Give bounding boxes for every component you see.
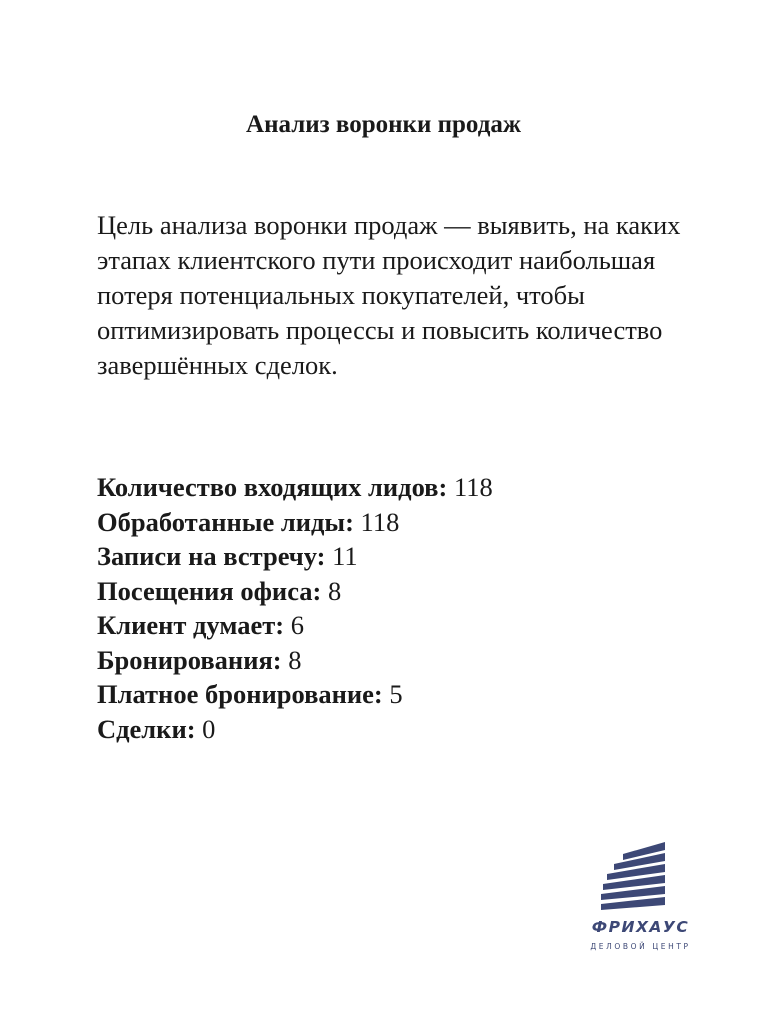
logo-subtitle: ДЕЛОВОЙ ЦЕНТР bbox=[590, 942, 691, 951]
stat-label: Записи на встречу: bbox=[97, 541, 326, 571]
stat-label: Обработанные лиды: bbox=[97, 506, 354, 537]
funnel-stats-list bbox=[97, 470, 697, 746]
stat-value: 11 bbox=[332, 541, 358, 571]
company-logo bbox=[563, 840, 718, 960]
stat-value: 5 bbox=[389, 679, 403, 709]
page-title: Анализ воронки продаж bbox=[246, 111, 521, 138]
stat-value: 118 bbox=[360, 506, 400, 537]
stat-value: 0 bbox=[202, 713, 216, 744]
stat-row-office-visits bbox=[97, 574, 697, 609]
stat-row-processed-leads bbox=[97, 505, 697, 540]
stat-value: 8 bbox=[288, 644, 302, 675]
stat-row-paid-reservations bbox=[97, 677, 697, 712]
stat-row-incoming-leads bbox=[97, 470, 697, 505]
stat-row-client-thinking bbox=[97, 608, 697, 643]
stat-label: Бронирования: bbox=[97, 644, 282, 675]
stat-label: Количество входящих лидов: bbox=[97, 472, 448, 502]
stat-value: 8 bbox=[327, 575, 342, 606]
building-stripes-icon bbox=[601, 842, 665, 914]
stat-label: Посещения офиса: bbox=[97, 575, 322, 606]
stat-row-deals bbox=[97, 712, 697, 747]
stat-label: Клиент думает: bbox=[97, 610, 285, 640]
stat-row-reservations bbox=[97, 643, 697, 678]
stat-value: 118 bbox=[453, 472, 493, 502]
logo-name: ФРИХАУС bbox=[591, 918, 690, 936]
stat-value: 6 bbox=[290, 610, 304, 640]
stat-label: Сделки: bbox=[97, 713, 196, 744]
intro-paragraph: Цель анализа воронки продаж — выявить, на каких этапах клиентского пути происходит наибольшая потеря потенциальных покупателей, чтобы оптимизировать процессы и повысить количество завершённых сделок. bbox=[97, 210, 681, 380]
stat-label: Платное бронирование: bbox=[97, 679, 383, 709]
stat-row-meeting-bookings bbox=[97, 539, 697, 574]
